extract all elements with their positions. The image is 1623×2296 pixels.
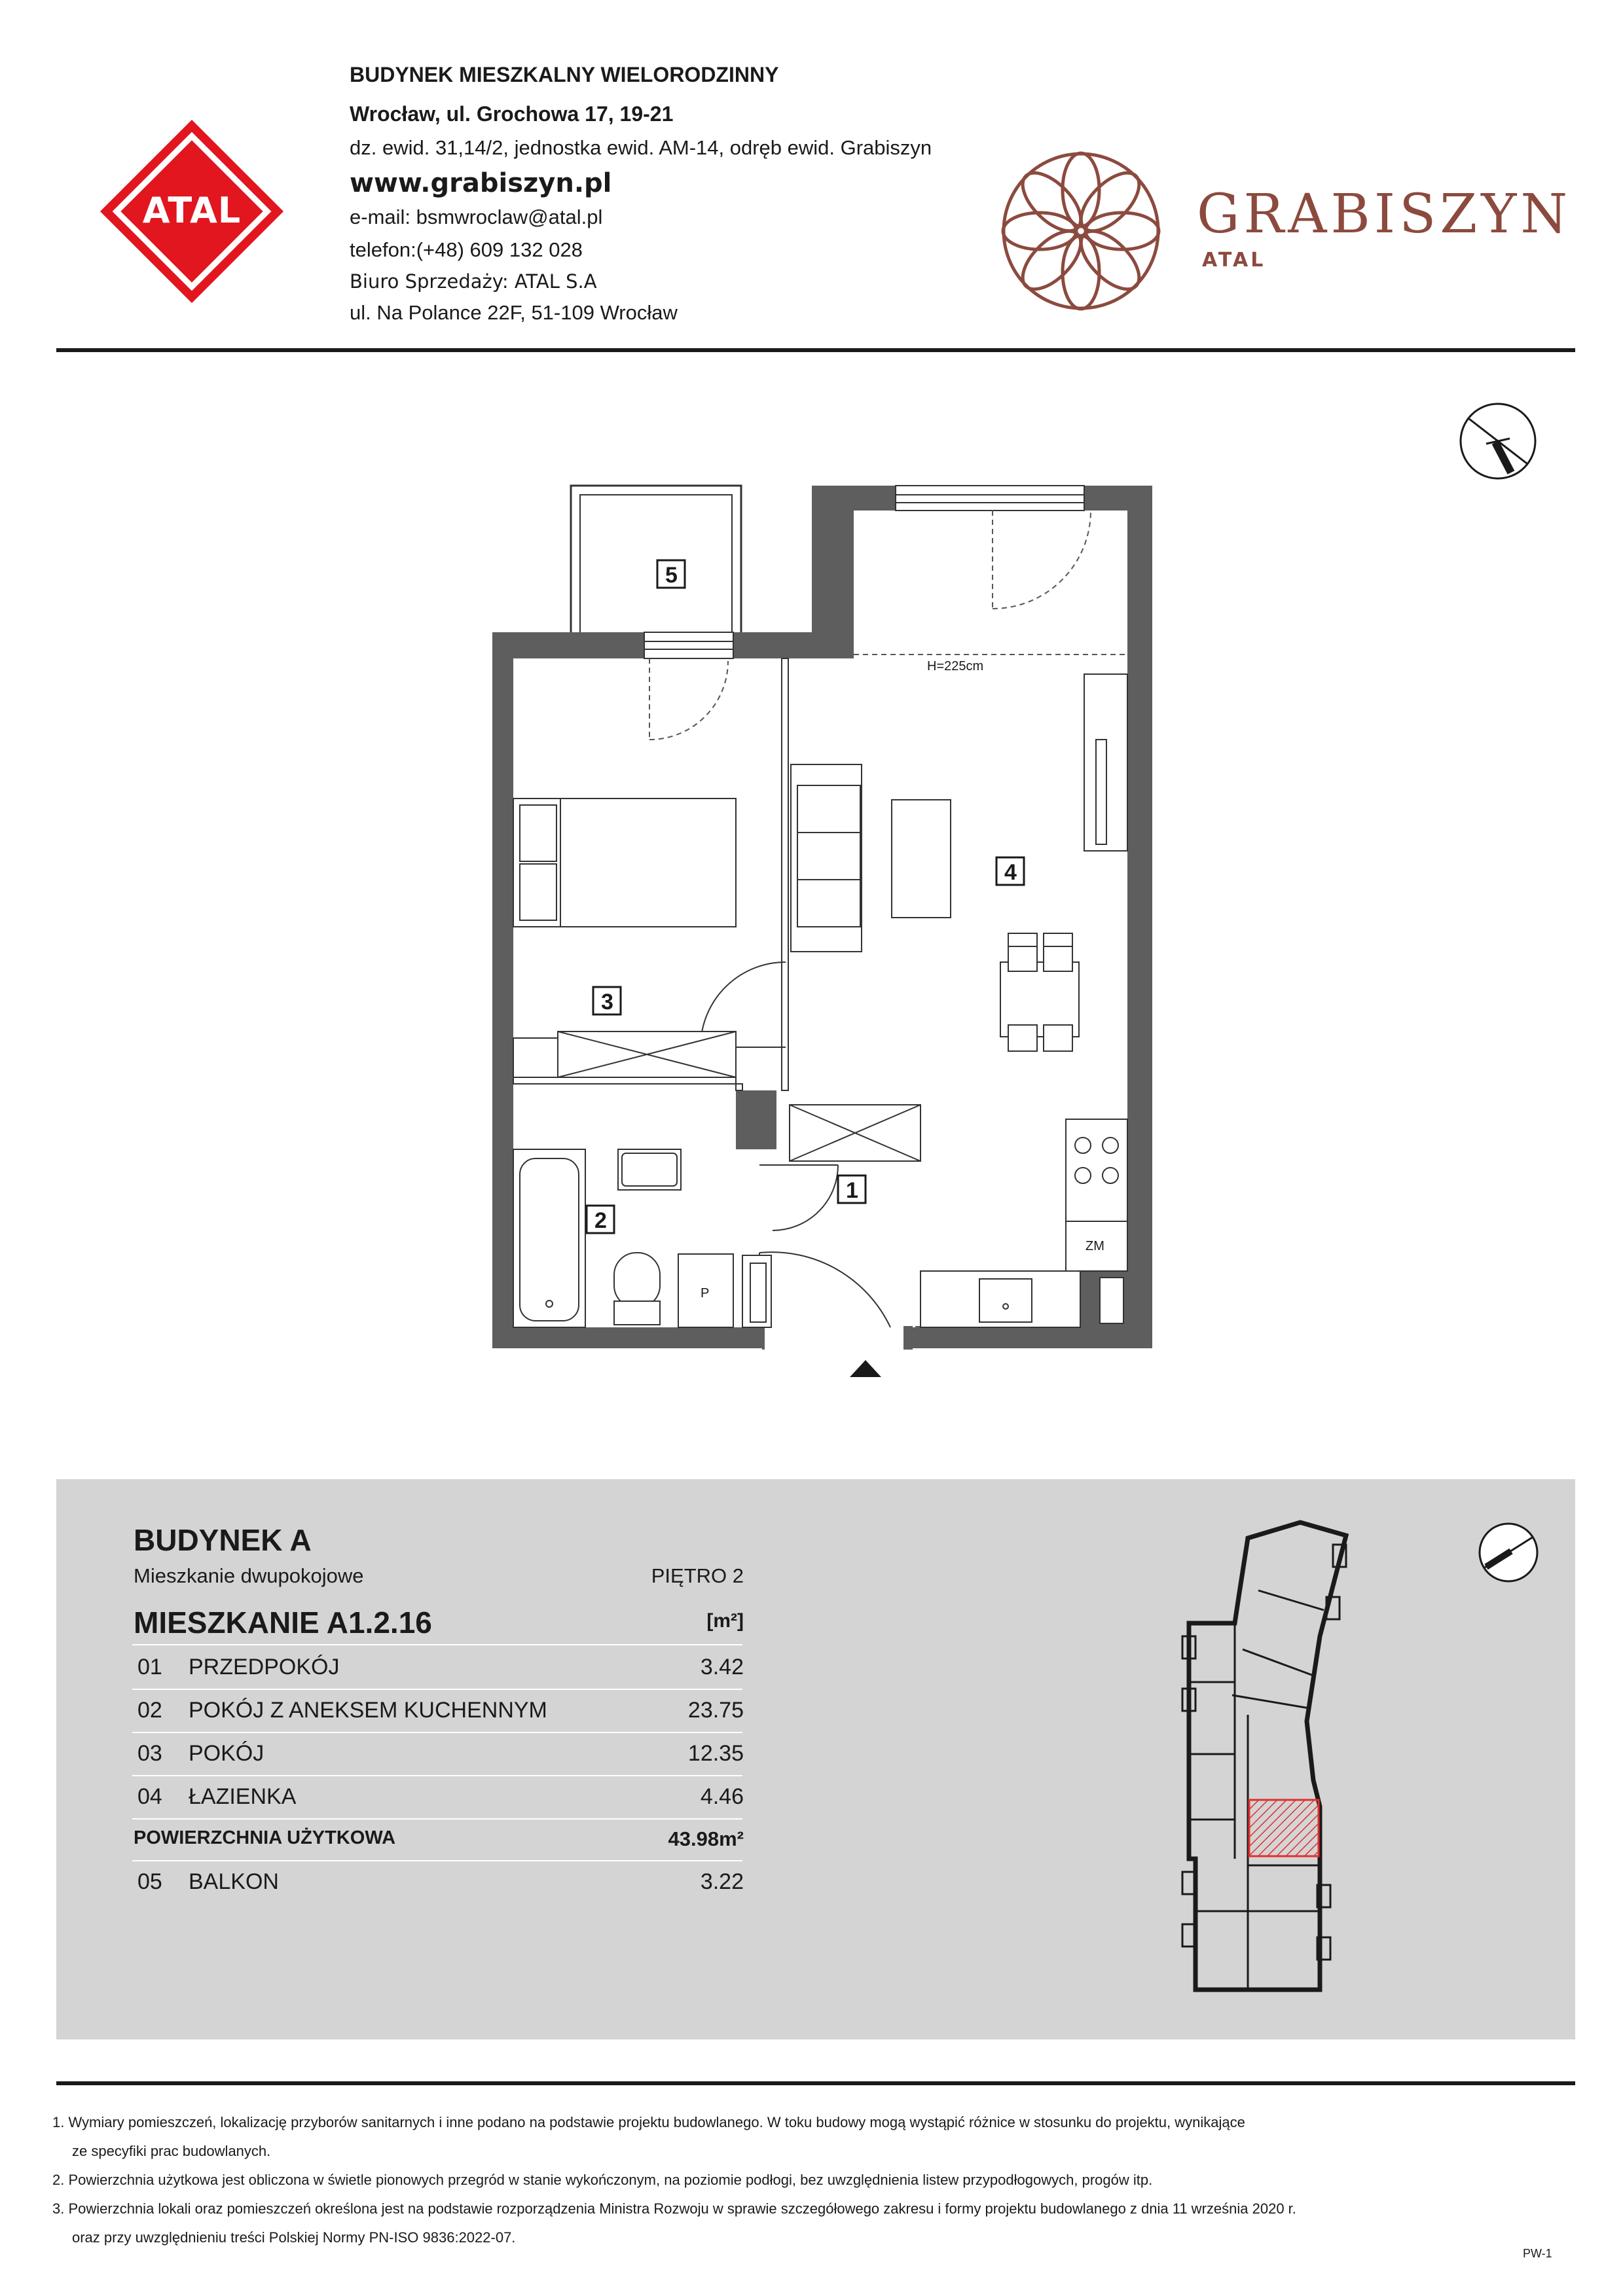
building-key-plan (1169, 1518, 1418, 2003)
grabiszyn-logo-subtext: ATAL (1202, 249, 1266, 272)
usable-area-value: 43.98m² (668, 1827, 744, 1850)
grabiszyn-logo-text: GRABISZYN (1197, 183, 1572, 245)
row-separator (132, 1689, 742, 1690)
room-name: PRZEDPOKÓJ (189, 1655, 340, 1679)
meter-label: ZM (1085, 1239, 1104, 1253)
row-separator (132, 1732, 742, 1733)
header-address: Wrocław, ul. Grochowa 17, 19-21 (350, 102, 674, 126)
room-area: 23.75 (687, 1698, 744, 1723)
usable-area-label: POWIERZCHNIA UŻYTKOWA (134, 1827, 396, 1848)
footer-rule (56, 2081, 1575, 2085)
room-no: 02 (137, 1698, 162, 1723)
compass-icon (1457, 401, 1539, 482)
room-label-1: 1 (846, 1178, 858, 1203)
info-panel (56, 1479, 1575, 2039)
footnote-2: 2. Powierzchnia użytkowa jest obliczona w świetle pionowych przegród w stanie wykończonym, na poziomie podłogi, bez uwzględnienia listew przypodłogowych, progów itp. (52, 2172, 1153, 2188)
header-rule (56, 348, 1575, 352)
room-name: POKÓJ Z ANEKSEM KUCHENNYM (189, 1698, 547, 1723)
footnote-1-cont: ze specyfiki prac budowlanych. (72, 2143, 271, 2159)
atal-logo (97, 117, 287, 306)
header-phone: telefon:(+48) 609 132 028 (350, 238, 583, 261)
room-label-4: 4 (1004, 860, 1017, 885)
grabiszyn-logo-mark (999, 149, 1163, 313)
building-label: BUDYNEK A (134, 1523, 312, 1557)
floor-label: PIĘTRO 2 (651, 1564, 744, 1587)
height-note: H=225cm (927, 659, 984, 673)
row-separator (132, 1818, 742, 1820)
apartment-label: MIESZKANIE A1.2.16 (134, 1605, 432, 1640)
room-area: 12.35 (687, 1741, 744, 1766)
room-name: POKÓJ (189, 1741, 264, 1766)
room-label-3: 3 (601, 990, 613, 1014)
header-office-address: ul. Na Polance 22F, 51-109 Wrocław (350, 301, 678, 324)
compass-small-icon (1477, 1521, 1540, 1584)
unit-label: [m²] (706, 1610, 744, 1632)
row-separator (132, 1775, 742, 1776)
balcony-no: 05 (137, 1869, 162, 1894)
room-no: 03 (137, 1741, 162, 1766)
footnote-3: 3. Powierzchnia lokali oraz pomieszczeń określona jest na podstawie rozporządzenia Ministra Rozwoju w sprawie szczegółowego zakresu i formy projektu budowlanego z dnia 11 września 2020 r. (52, 2200, 1296, 2217)
header-office: Biuro Sprzedaży: ATAL S.A (350, 270, 597, 293)
header-website[interactable]: www.grabiszyn.pl (350, 168, 612, 198)
footnote-3-cont: oraz przy uwzględnieniu treści Polskiej Normy PN-ISO 9836:2022-07. (72, 2229, 516, 2246)
row-separator (132, 1860, 742, 1861)
apartment-type: Mieszkanie dwupokojowe (134, 1564, 364, 1587)
room-area: 4.46 (700, 1784, 744, 1809)
room-label-2: 2 (594, 1208, 607, 1233)
room-no: 04 (137, 1784, 162, 1809)
balcony-area: 3.22 (700, 1869, 744, 1894)
room-area: 3.42 (700, 1655, 744, 1679)
footnote-1: 1. Wymiary pomieszczeń, lokalizację przyborów sanitarnych i inne podano na podstawie projektu budowlanego. W toku budowy mogą wystąpić różnice w stosunku do projektu, wynikające (52, 2114, 1245, 2130)
room-label-5: 5 (665, 563, 678, 588)
atal-logo-text: ATAL (142, 190, 242, 231)
floor-plan (484, 478, 1152, 1394)
washer-label: P (701, 1286, 710, 1300)
balcony-name: BALKON (189, 1869, 279, 1894)
header-email[interactable]: e-mail: bsmwroclaw@atal.pl (350, 206, 603, 228)
header-cadastral: dz. ewid. 31,14/2, jednostka ewid. AM-14, odręb ewid. Grabiszyn (350, 136, 932, 159)
row-separator (132, 1644, 742, 1645)
room-name: ŁAZIENKA (189, 1784, 297, 1809)
page-code: PW-1 (1523, 2247, 1552, 2260)
room-no: 01 (137, 1655, 162, 1679)
header-title: BUDYNEK MIESZKALNY WIELORODZINNY (350, 63, 779, 86)
